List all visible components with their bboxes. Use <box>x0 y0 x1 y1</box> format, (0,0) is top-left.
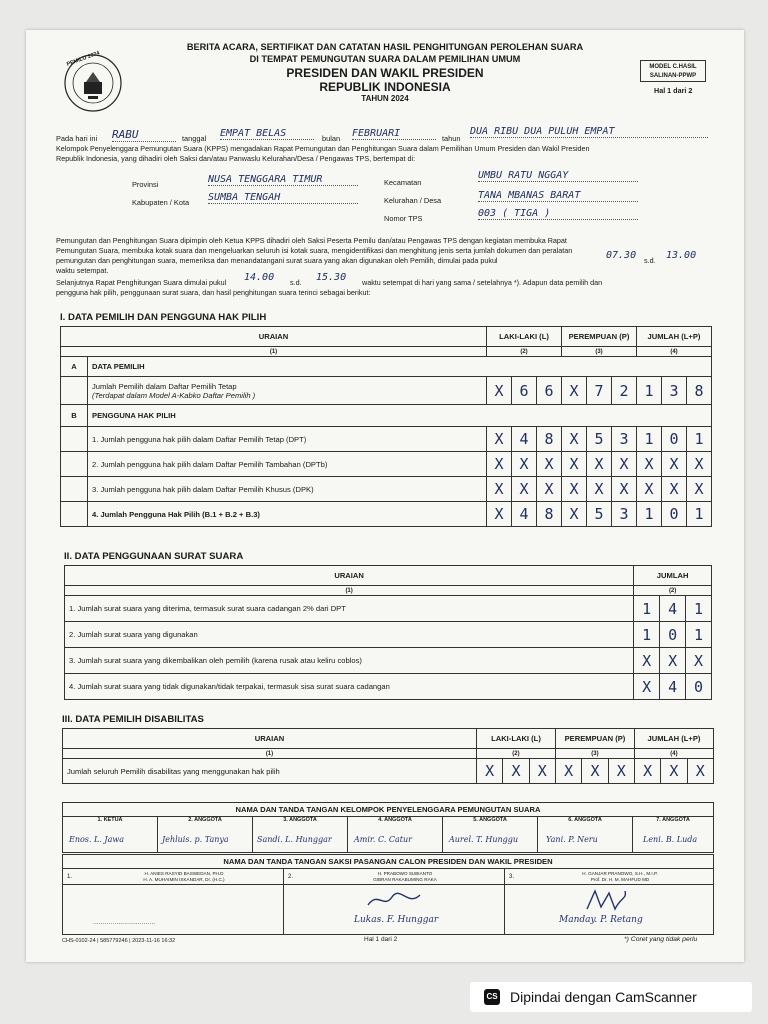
kpps-member <box>63 817 158 853</box>
intro-text-2: Republik Indonesia, yang dihadiri oleh Saksi dan/atau Panwaslu Kelurahan/Desa / Pengawas TPS, bertempat di: <box>56 154 416 163</box>
camscanner-badge <box>470 982 752 1012</box>
s1-a1-cell: X <box>487 377 512 405</box>
s1-a1-cell: 3 <box>662 377 687 405</box>
model-line-1: MODEL C.HASIL <box>649 64 697 70</box>
section-3-table <box>62 728 714 784</box>
s1-col-jumlah: JUMLAH (L+P) <box>637 327 712 347</box>
s1-num-3: (3) <box>562 347 637 357</box>
intro-tanggal: EMPAT BELAS <box>220 128 314 140</box>
intro-tahun-label: tahun <box>442 134 461 143</box>
s1-b3-cell: X <box>512 477 537 502</box>
para-1d: waktu setempat. <box>56 266 109 275</box>
s1-b4-cell: X <box>562 502 587 527</box>
saksi-2-candidates <box>306 869 505 885</box>
saksi-3-sign-area <box>505 885 714 935</box>
para-1-sd: s.d. <box>644 256 656 265</box>
s1-b3-cell: X <box>537 477 562 502</box>
s1-b3-cell: X <box>487 477 512 502</box>
s1-b3-cell: X <box>562 477 587 502</box>
para-2c: pengguna hak pilih, penggunaan surat suara, dan hasil penghitungan suara terinci sebagai berikut: <box>56 288 371 297</box>
section-1-title: I. DATA PEMILIH DAN PENGGUNA HAK PILIH <box>60 312 267 323</box>
saksi-signature-table <box>62 854 714 935</box>
saksi-2-signature-mark <box>364 889 424 911</box>
s1-num-1: (1) <box>61 347 487 357</box>
s2-r3-cell: X <box>660 648 686 674</box>
header-line-1: BERITA ACARA, SERTIFIKAT DAN CATATAN HASIL PENGHITUNGAN PEROLEHAN SUARA <box>186 42 584 52</box>
s3-col-uraian: URAIAN <box>63 729 477 749</box>
s1-b3-cell: X <box>587 477 612 502</box>
saksi-title: NAMA DAN TANDA TANGAN SAKSI PASANGAN CALON PRESIDEN DAN WAKIL PRESIDEN <box>63 855 714 869</box>
kelurahan-value: TANA MBANAS BARAT <box>478 190 638 202</box>
s1-b4-cell: 0 <box>662 502 687 527</box>
s1-a1-cell: 8 <box>687 377 712 405</box>
s3-r1-cell: X <box>687 759 713 784</box>
s2-r2-cell: 1 <box>634 622 660 648</box>
header-line-3: PRESIDEN DAN WAKIL PRESIDEN <box>286 66 484 80</box>
section-2-table <box>64 565 712 700</box>
s3-num-2: (2) <box>476 749 555 759</box>
s1-a-label: A <box>61 357 88 377</box>
s2-r1-cell: 1 <box>634 596 660 622</box>
kpps-name: Enos. L. Jawa <box>69 835 124 844</box>
camscanner-label: Dipindai dengan CamScanner <box>510 989 697 1005</box>
s1-a1-cell: 2 <box>612 377 637 405</box>
kpps-name: Aurel. T. Hunggu <box>449 835 519 844</box>
para-2a: Selanjutnya Rapat Penghitungan Suara dimulai pukul <box>56 278 227 287</box>
kpps-name: Yani. P. Neru <box>546 835 598 844</box>
s1-b3-cell: X <box>662 477 687 502</box>
s1-b-label: B <box>61 405 88 427</box>
intro-hari: RABU <box>112 128 176 142</box>
s3-col-laki: LAKI-LAKI (L) <box>476 729 555 749</box>
s2-r3-cell: X <box>686 648 712 674</box>
s3-r1-cell: X <box>608 759 634 784</box>
s1-a1-cell: 6 <box>512 377 537 405</box>
kpps-role: 5. ANGGOTA <box>473 817 507 823</box>
s1-b4-cell: 8 <box>537 502 562 527</box>
kpps-member <box>253 817 348 853</box>
saksi-3-cand-2: Prof. Dr. H. M. MAHFUD MD <box>590 876 650 882</box>
kpps-role: 7. ANGGOTA <box>656 817 690 823</box>
para-2-time-end: 15.30 <box>316 272 347 283</box>
s1-b2-cell: X <box>562 452 587 477</box>
saksi-1-sign-area <box>63 885 284 935</box>
s1-num-2: (2) <box>487 347 562 357</box>
s2-col-jumlah: JUMLAH <box>634 566 712 586</box>
s2-r2-text: 2. Jumlah surat suara yang digunakan <box>65 622 634 648</box>
s1-b3-cell: X <box>637 477 662 502</box>
s1-b4-cell: 1 <box>687 502 712 527</box>
s1-b1-text: 1. Jumlah pengguna hak pilih dalam Daftar Pemilih Tetap (DPT) <box>88 427 487 452</box>
s3-r1-cell: X <box>555 759 581 784</box>
s3-r1-cell: X <box>529 759 555 784</box>
s1-b4-cell: 4 <box>512 502 537 527</box>
saksi-1-candidates <box>85 869 284 885</box>
s1-b3-cell: X <box>687 477 712 502</box>
s1-b1-cell: 8 <box>537 427 562 452</box>
s2-r1-cell: 4 <box>660 596 686 622</box>
s2-r1-cell: 1 <box>686 596 712 622</box>
s1-b2-cell: X <box>512 452 537 477</box>
s3-col-perempuan: PEREMPUAN (P) <box>555 729 634 749</box>
s1-a-title: DATA PEMILIH <box>88 357 712 377</box>
s2-r4-cell: X <box>634 674 660 700</box>
s1-b4-cell: X <box>487 502 512 527</box>
saksi-3-name: Manday. P. Retang <box>559 915 643 925</box>
kpps-member <box>538 817 633 853</box>
s1-a1-cell: 6 <box>537 377 562 405</box>
saksi-2-name: Lukas. F. Hunggar <box>354 915 439 925</box>
kabupaten-value: SUMBA TENGAH <box>208 192 358 204</box>
tps-label: Nomor TPS <box>384 214 423 223</box>
s1-a1-label <box>88 377 487 405</box>
header-line-4: REPUBLIK INDONESIA <box>319 80 451 94</box>
s1-b2-cell: X <box>537 452 562 477</box>
kpps-name: Amir. C. Catur <box>354 835 412 844</box>
saksi-2-sign-area <box>284 885 505 935</box>
s1-a1-cell: 7 <box>587 377 612 405</box>
s1-b2-cell: X <box>687 452 712 477</box>
s1-num-4: (4) <box>637 347 712 357</box>
s2-r3-text: 3. Jumlah surat suara yang dikembalikan oleh pemilih (karena rusak atau keliru coblos) <box>65 648 634 674</box>
saksi-1-no: 1. <box>63 869 86 885</box>
s1-b4-cell: 5 <box>587 502 612 527</box>
s3-r1-text: Jumlah seluruh Pemilih disabilitas yang menggunakan hak pilih <box>63 759 477 784</box>
s2-r2-cell: 1 <box>686 622 712 648</box>
s3-r1-cell: X <box>661 759 687 784</box>
s2-r4-cell: 4 <box>660 674 686 700</box>
page-number: Hal 1 dari 2 <box>654 86 693 95</box>
s1-a1-text: Jumlah Pemilih dalam Daftar Pemilih Tetap <box>92 381 237 391</box>
s1-b1-cell: 3 <box>612 427 637 452</box>
s2-col-uraian: URAIAN <box>65 566 634 586</box>
footer-page: Hal 1 dari 2 <box>364 936 398 943</box>
s1-b2-cell: X <box>662 452 687 477</box>
s2-r3-cell: X <box>634 648 660 674</box>
s3-num-3: (3) <box>555 749 634 759</box>
s1-b-title: PENGGUNA HAK PILIH <box>88 405 712 427</box>
provinsi-value: NUSA TENGGARA TIMUR <box>208 174 358 186</box>
s1-b1-cell: 4 <box>512 427 537 452</box>
para-1a: Pemungutan dan Penghitungan Suara dipimpin oleh Ketua KPPS dihadiri oleh Saksi Peserta Pemilu dan/atau Pengawas TPS dengan kegiatan membuka Rapat <box>56 236 567 245</box>
provinsi-label: Provinsi <box>132 180 159 189</box>
saksi-3-signature-mark <box>581 887 631 913</box>
s1-b1-cell: X <box>487 427 512 452</box>
s3-num-4: (4) <box>634 749 713 759</box>
s1-b2-cell: X <box>487 452 512 477</box>
s1-b3-text: 3. Jumlah pengguna hak pilih dalam Daftar Pemilih Khusus (DPK) <box>88 477 487 502</box>
kpps-name: Leni. B. Luda <box>643 835 698 844</box>
kabupaten-label: Kabupaten / Kota <box>132 198 190 207</box>
s1-b1-cell: X <box>562 427 587 452</box>
kpps-member <box>443 817 538 853</box>
para-1c: pemungutan dan penghitungan suara, memeriksa dan menandatangani surat suara yang akan digunakan oleh Pemilih, dimulai pada pukul <box>56 256 498 265</box>
s1-b4-cell: 1 <box>637 502 662 527</box>
model-line-2: SALINAN-PPWP <box>649 73 697 79</box>
kpps-member <box>158 817 253 853</box>
saksi-2-no: 2. <box>284 869 307 885</box>
s1-a1-cell: 1 <box>637 377 662 405</box>
intro-text-1: Kelompok Penyelenggara Pemungutan Suara (KPPS) mengadakan Rapat Pemungutan dan Penghitungan Suara dalam Pemilihan Umum Presiden dan Wakil Presiden <box>56 144 590 153</box>
kecamatan-label: Kecamatan <box>384 178 422 187</box>
kelurahan-label: Kelurahan / Desa <box>384 196 442 205</box>
s2-r4-cell: 0 <box>686 674 712 700</box>
s1-col-perempuan: PEREMPUAN (P) <box>562 327 637 347</box>
section-2-title: II. DATA PENGGUNAAN SURAT SUARA <box>64 551 244 562</box>
para-2-sd: s.d. <box>290 278 302 287</box>
s2-num-1: (1) <box>65 586 634 596</box>
document-page <box>26 30 744 962</box>
kpps-signature-table <box>62 802 714 853</box>
s1-col-uraian: URAIAN <box>61 327 487 347</box>
s1-b1-cell: 1 <box>637 427 662 452</box>
header-line-5: TAHUN 2024 <box>361 94 409 103</box>
s3-col-jumlah: JUMLAH (L+P) <box>634 729 713 749</box>
header-line-2: DI TEMPAT PEMUNGUTAN SUARA DALAM PEMILIHAN UMUM <box>249 54 521 64</box>
para-2b: waktu setempat di hari yang sama / setelahnya *). Adapun data pemilih dan <box>362 278 603 287</box>
s2-r1-text: 1. Jumlah surat suara yang diterima, termasuk surat suara cadangan 2% dari DPT <box>65 596 634 622</box>
s1-b4-text: 4. Jumlah Pengguna Hak Pilih (B.1 + B.2 + B.3) <box>88 502 487 527</box>
footer-note: *) Coret yang tidak perlu <box>624 936 698 943</box>
intro-bulan-label: bulan <box>322 134 341 143</box>
s1-b2-cell: X <box>612 452 637 477</box>
para-1b: Pemungutan Suara, membuka kotak suara dan mengeluarkan seluruh isi kotak suara, mengidentifikasi dan menghitung jenis serta jumlah dokumen dan peralatan <box>56 246 573 255</box>
para-1-time-start: 07.30 <box>606 250 637 261</box>
s3-r1-cell: X <box>503 759 529 784</box>
s3-r1-cell: X <box>634 759 660 784</box>
intro-tahun: DUA RIBU DUA PULUH EMPAT <box>470 126 708 138</box>
s1-b3-cell: X <box>612 477 637 502</box>
section-3-title: III. DATA PEMILIH DISABILITAS <box>62 714 204 725</box>
s2-r4-text: 4. Jumlah surat suara yang tidak digunakan/tidak terpakai, termasuk sisa surat suara cadangan <box>65 674 634 700</box>
section-1-table <box>60 326 712 527</box>
kpps-role: 3. ANGGOTA <box>283 817 317 823</box>
saksi-1-cand-2: H. A. MUHAIMIN ISKANDAR, Dr. (H.C.) <box>143 876 225 882</box>
s1-b2-cell: X <box>637 452 662 477</box>
s1-b1-cell: 1 <box>687 427 712 452</box>
camscanner-logo-icon: CS <box>484 989 500 1005</box>
kpps-name: Jehluis. p. Tanya <box>162 835 229 844</box>
s3-r1-cell: X <box>476 759 502 784</box>
kpps-member <box>348 817 443 853</box>
para-1-time-end: 13.00 <box>666 250 697 261</box>
s1-b4-cell: 3 <box>612 502 637 527</box>
s1-b1-cell: 0 <box>662 427 687 452</box>
model-box <box>640 60 706 82</box>
kecamatan-value: UMBU RATU NGGAY <box>478 170 638 182</box>
kpps-title: NAMA DAN TANDA TANGAN KELOMPOK PENYELENGGARA PEMUNGUTAN SUARA <box>63 803 714 817</box>
footer-code: CHS-0102-24 | 585779246 | 2023-11-16 16:32 <box>62 938 176 944</box>
kpps-role: 4. ANGGOTA <box>378 817 412 823</box>
logo-text: PEMILU 2024 <box>66 50 101 68</box>
s1-col-laki: LAKI-LAKI (L) <box>487 327 562 347</box>
kpps-member <box>633 817 714 853</box>
saksi-1-dots: ................................ <box>93 919 156 926</box>
tps-value: 003 ( TIGA ) <box>478 208 638 220</box>
saksi-3-no: 3. <box>505 869 528 885</box>
s1-b2-text: 2. Jumlah pengguna hak pilih dalam Daftar Pemilih Tambahan (DPTb) <box>88 452 487 477</box>
intro-pada-hari-ini: Pada hari ini <box>56 134 98 143</box>
saksi-3-candidates <box>527 869 714 885</box>
kpps-role: 6. ANGGOTA <box>568 817 602 823</box>
saksi-2-cand-2: GIBRAN RAKABUMING RAKA <box>373 876 437 882</box>
s2-num-2: (2) <box>634 586 712 596</box>
s1-b2-cell: X <box>587 452 612 477</box>
kpps-role: 2. ANGGOTA <box>188 817 222 823</box>
intro-bulan: FEBRUARI <box>352 128 436 140</box>
s2-r2-cell: 0 <box>660 622 686 648</box>
s3-num-1: (1) <box>63 749 477 759</box>
s3-r1-cell: X <box>582 759 608 784</box>
kpps-name: Sandi. L. Hunggar <box>257 835 332 844</box>
para-2-time-start: 14.00 <box>244 272 275 283</box>
kpps-role: 1. KETUA <box>97 817 123 823</box>
saksi-3-cand-1: H. GANJAR PRANOWO, S.H., M.I.P. <box>582 870 658 876</box>
s1-b1-cell: 5 <box>587 427 612 452</box>
saksi-1-cand-1: H. ANIES RASYID BASWEDAN, PH.D <box>144 870 224 876</box>
saksi-2-cand-1: H. PRABOWO SUBIANTO <box>377 870 433 876</box>
intro-tanggal-label: tanggal <box>182 134 207 143</box>
s1-a1-note: (Terdapat dalam Model A-Kabko Daftar Pemilih ) <box>92 390 256 400</box>
s1-a1-cell: X <box>562 377 587 405</box>
